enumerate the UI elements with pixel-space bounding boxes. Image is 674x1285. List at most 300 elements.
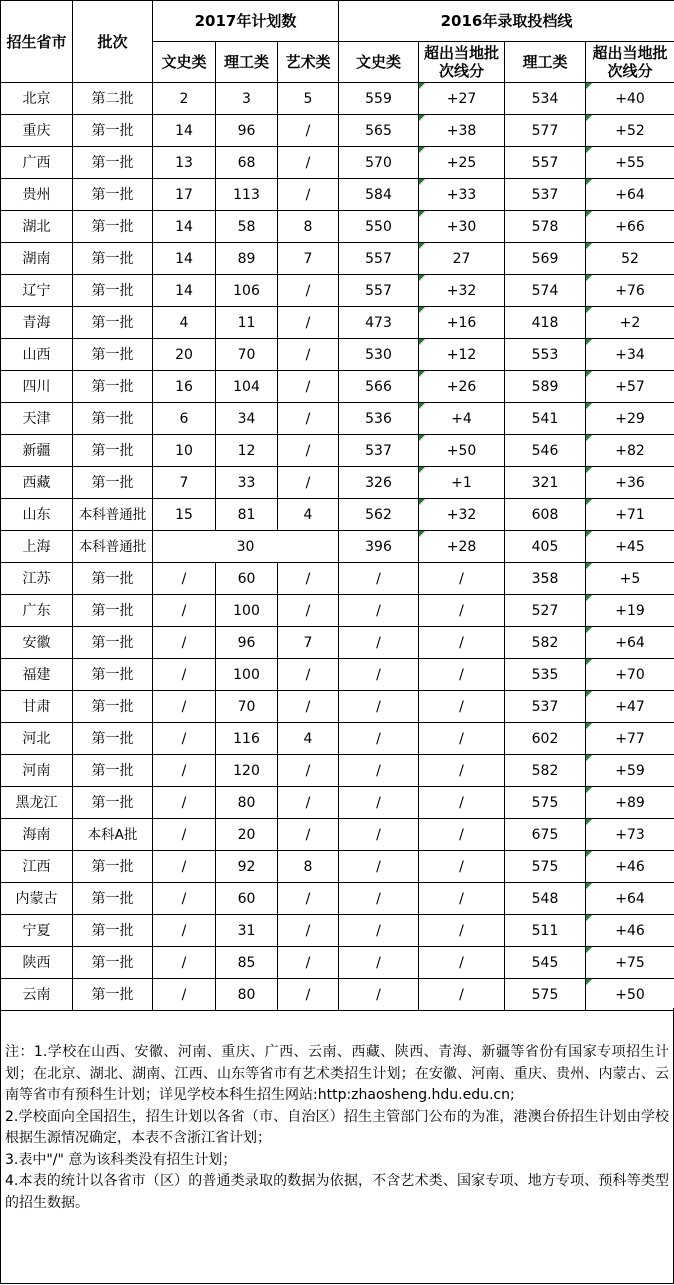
province-cell: 辽宁 [1, 275, 73, 307]
over-line-ligong-cell: +46 [586, 915, 674, 947]
batch-cell: 第一批 [73, 403, 153, 435]
plan-ligong-cell: 80 [216, 787, 278, 819]
plan-yishu-cell: 4 [278, 499, 339, 531]
over-line-wenshi-cell: / [419, 787, 505, 819]
score-ligong-cell: 582 [505, 627, 586, 659]
province-cell: 四川 [1, 371, 73, 403]
score-wenshi-cell: 584 [339, 179, 419, 211]
over-line-ligong-cell: +75 [586, 947, 674, 979]
province-cell: 山东 [1, 499, 73, 531]
plan-ligong-cell: 96 [216, 627, 278, 659]
table-row [1, 563, 674, 595]
over-line-ligong-cell: +34 [586, 339, 674, 371]
score-ligong-cell: 602 [505, 723, 586, 755]
footnotes [0, 1008, 674, 1284]
batch-cell: 第一批 [73, 787, 153, 819]
province-cell: 云南 [1, 979, 73, 1011]
score-wenshi-cell: 559 [339, 83, 419, 115]
score-wenshi-cell: / [339, 947, 419, 979]
province-cell: 河北 [1, 723, 73, 755]
score-wenshi-cell: 570 [339, 147, 419, 179]
table-row [1, 627, 674, 659]
plan-yishu-cell: / [278, 115, 339, 147]
plan-wenshi-cell: 14 [153, 243, 216, 275]
plan-yishu-cell: 4 [278, 723, 339, 755]
over-line-ligong-cell: +59 [586, 755, 674, 787]
plan-yishu-cell: / [278, 179, 339, 211]
over-line-ligong-cell: +36 [586, 467, 674, 499]
header-batch: 批次 [73, 1, 153, 83]
batch-cell: 第一批 [73, 435, 153, 467]
plan-ligong-cell: 20 [216, 819, 278, 851]
plan-yishu-cell: / [278, 659, 339, 691]
plan-yishu-cell: / [278, 307, 339, 339]
table-row [1, 595, 674, 627]
table-row [1, 211, 674, 243]
plan-wenshi-cell: 15 [153, 499, 216, 531]
plan-yishu-cell: 7 [278, 627, 339, 659]
table-row [1, 979, 674, 1011]
plan-yishu-cell: / [278, 435, 339, 467]
plan-ligong-cell: 70 [216, 339, 278, 371]
batch-cell: 第一批 [73, 467, 153, 499]
plan-wenshi-cell: / [153, 723, 216, 755]
province-cell: 山西 [1, 339, 73, 371]
province-cell: 福建 [1, 659, 73, 691]
table-row [1, 403, 674, 435]
score-ligong-cell: 589 [505, 371, 586, 403]
table-row [1, 435, 674, 467]
over-line-wenshi-cell: / [419, 851, 505, 883]
plan-wenshi-cell: 14 [153, 211, 216, 243]
over-line-ligong-cell: +73 [586, 819, 674, 851]
header-2016-scores: 2016年录取投档线 [339, 1, 674, 42]
plan-wenshi-cell: 14 [153, 115, 216, 147]
over-line-wenshi-cell: / [419, 915, 505, 947]
footnote-4: 4.本表的统计以各省市（区）的普通类录取的数据为依据，不含艺术类、国家专项、地方专项、预科等类型的招生数据。 [5, 1173, 669, 1211]
plan-wenshi-cell: / [153, 851, 216, 883]
batch-cell: 第一批 [73, 691, 153, 723]
score-ligong-cell: 575 [505, 851, 586, 883]
over-line-ligong-cell: +45 [586, 531, 674, 563]
batch-cell: 第一批 [73, 915, 153, 947]
over-line-wenshi-cell: / [419, 883, 505, 915]
score-ligong-cell: 535 [505, 659, 586, 691]
over-line-wenshi-cell: +33 [419, 179, 505, 211]
province-cell: 北京 [1, 83, 73, 115]
batch-cell: 本科A批 [73, 819, 153, 851]
province-cell: 广东 [1, 595, 73, 627]
header-ligong-2017: 理工类 [216, 42, 278, 83]
plan-yishu-cell: / [278, 403, 339, 435]
batch-cell: 本科普通批 [73, 531, 153, 563]
over-line-wenshi-cell: +30 [419, 211, 505, 243]
over-line-ligong-cell: +77 [586, 723, 674, 755]
table-row [1, 179, 674, 211]
over-line-ligong-cell: +89 [586, 787, 674, 819]
over-line-wenshi-cell: +38 [419, 115, 505, 147]
plan-wenshi-cell: 10 [153, 435, 216, 467]
over-line-ligong-cell: +47 [586, 691, 674, 723]
batch-cell: 第一批 [73, 339, 153, 371]
over-line-wenshi-cell: 27 [419, 243, 505, 275]
score-ligong-cell: 569 [505, 243, 586, 275]
score-ligong-cell: 537 [505, 691, 586, 723]
batch-cell: 第一批 [73, 755, 153, 787]
batch-cell: 第一批 [73, 371, 153, 403]
score-ligong-cell: 537 [505, 179, 586, 211]
footnote-1: 注：1.学校在山西、安徽、河南、重庆、广西、云南、西藏、陕西、青海、新疆等省份有国家专项招生计划；在北京、湖北、湖南、江西、山东等省市有艺术类招生计划；在安徽、河南、重庆、贵州、内蒙古、云南等省市有预科生计划；详见学校本科生招生网站:http:zhaosheng.hdu.edu.cn; [5, 1044, 669, 1103]
plan-wenshi-cell: / [153, 595, 216, 627]
plan-yishu-cell: / [278, 339, 339, 371]
province-cell: 新疆 [1, 435, 73, 467]
plan-yishu-cell: / [278, 755, 339, 787]
over-line-wenshi-cell: +12 [419, 339, 505, 371]
header-2017-plan: 2017年计划数 [153, 1, 339, 42]
plan-ligong-cell: 58 [216, 211, 278, 243]
batch-cell: 第一批 [73, 947, 153, 979]
plan-wenshi-cell: 16 [153, 371, 216, 403]
score-wenshi-cell: / [339, 627, 419, 659]
plan-yishu-cell: / [278, 947, 339, 979]
over-line-wenshi-cell: / [419, 659, 505, 691]
plan-wenshi-cell: / [153, 563, 216, 595]
table-row [1, 467, 674, 499]
plan-ligong-cell: 3 [216, 83, 278, 115]
province-cell: 江西 [1, 851, 73, 883]
plan-wenshi-cell: 14 [153, 275, 216, 307]
plan-yishu-cell: 8 [278, 211, 339, 243]
plan-ligong-cell: 68 [216, 147, 278, 179]
header-over-line-wenshi: 超出当地批次线分 [419, 42, 505, 83]
table-row [1, 755, 674, 787]
score-wenshi-cell: 530 [339, 339, 419, 371]
batch-cell: 第一批 [73, 243, 153, 275]
batch-cell: 第一批 [73, 595, 153, 627]
plan-wenshi-cell: 2 [153, 83, 216, 115]
table-row [1, 947, 674, 979]
plan-wenshi-cell: / [153, 947, 216, 979]
table-row [1, 371, 674, 403]
score-ligong-cell: 418 [505, 307, 586, 339]
plan-yishu-cell: / [278, 563, 339, 595]
over-line-wenshi-cell: / [419, 979, 505, 1011]
score-wenshi-cell: / [339, 851, 419, 883]
score-ligong-cell: 574 [505, 275, 586, 307]
over-line-wenshi-cell: / [419, 947, 505, 979]
over-line-wenshi-cell: / [419, 819, 505, 851]
score-wenshi-cell: / [339, 883, 419, 915]
score-ligong-cell: 534 [505, 83, 586, 115]
over-line-wenshi-cell: +32 [419, 499, 505, 531]
table-row [1, 83, 674, 115]
plan-wenshi-cell: / [153, 659, 216, 691]
score-wenshi-cell: / [339, 787, 419, 819]
over-line-wenshi-cell: +28 [419, 531, 505, 563]
batch-cell: 第一批 [73, 115, 153, 147]
header-over-line-ligong: 超出当地批次线分 [586, 42, 674, 83]
table-row [1, 531, 674, 563]
province-cell: 黑龙江 [1, 787, 73, 819]
score-ligong-cell: 675 [505, 819, 586, 851]
over-line-ligong-cell: +82 [586, 435, 674, 467]
batch-cell: 第二批 [73, 83, 153, 115]
plan-yishu-cell: / [278, 371, 339, 403]
province-cell: 江苏 [1, 563, 73, 595]
over-line-wenshi-cell: / [419, 755, 505, 787]
over-line-ligong-cell: +50 [586, 979, 674, 1011]
batch-cell: 第一批 [73, 851, 153, 883]
score-ligong-cell: 541 [505, 403, 586, 435]
batch-cell: 第一批 [73, 563, 153, 595]
over-line-wenshi-cell: +25 [419, 147, 505, 179]
score-ligong-cell: 608 [505, 499, 586, 531]
province-cell: 广西 [1, 147, 73, 179]
over-line-ligong-cell: 52 [586, 243, 674, 275]
over-line-wenshi-cell: +1 [419, 467, 505, 499]
score-wenshi-cell: 473 [339, 307, 419, 339]
province-cell: 内蒙古 [1, 883, 73, 915]
score-ligong-cell: 546 [505, 435, 586, 467]
province-cell: 甘肃 [1, 691, 73, 723]
table-row [1, 147, 674, 179]
table-row [1, 851, 674, 883]
over-line-ligong-cell: +2 [586, 307, 674, 339]
plan-ligong-cell: 100 [216, 659, 278, 691]
score-wenshi-cell: 326 [339, 467, 419, 499]
plan-ligong-cell: 31 [216, 915, 278, 947]
score-ligong-cell: 578 [505, 211, 586, 243]
plan-yishu-cell: / [278, 979, 339, 1011]
plan-wenshi-cell: / [153, 755, 216, 787]
over-line-ligong-cell: +64 [586, 179, 674, 211]
plan-wenshi-cell: 13 [153, 147, 216, 179]
plan-wenshi-cell: / [153, 787, 216, 819]
plan-yishu-cell: / [278, 787, 339, 819]
score-wenshi-cell: 557 [339, 243, 419, 275]
plan-yishu-cell: 5 [278, 83, 339, 115]
score-wenshi-cell: / [339, 691, 419, 723]
plan-ligong-cell: 80 [216, 979, 278, 1011]
plan-ligong-cell: 106 [216, 275, 278, 307]
plan-yishu-cell: / [278, 691, 339, 723]
plan-yishu-cell: / [278, 467, 339, 499]
over-line-wenshi-cell: +50 [419, 435, 505, 467]
score-wenshi-cell: / [339, 563, 419, 595]
table-row [1, 883, 674, 915]
batch-cell: 第一批 [73, 179, 153, 211]
table-row [1, 819, 674, 851]
plan-wenshi-cell: / [153, 691, 216, 723]
over-line-wenshi-cell: / [419, 563, 505, 595]
footnote-3: 3.表中"/" 意为该科类没有招生计划； [5, 1151, 237, 1168]
plan-wenshi-cell: / [153, 883, 216, 915]
province-cell: 重庆 [1, 115, 73, 147]
header-province: 招生省市 [1, 1, 73, 83]
plan-ligong-cell: 60 [216, 563, 278, 595]
score-wenshi-cell: / [339, 819, 419, 851]
plan-yishu-cell: / [278, 819, 339, 851]
over-line-wenshi-cell: +16 [419, 307, 505, 339]
province-cell: 青海 [1, 307, 73, 339]
plan-ligong-cell: 81 [216, 499, 278, 531]
score-ligong-cell: 511 [505, 915, 586, 947]
table-row [1, 115, 674, 147]
table-row [1, 307, 674, 339]
plan-yishu-cell: 7 [278, 243, 339, 275]
over-line-ligong-cell: +19 [586, 595, 674, 627]
score-wenshi-cell: 557 [339, 275, 419, 307]
province-cell: 海南 [1, 819, 73, 851]
score-ligong-cell: 575 [505, 979, 586, 1011]
score-wenshi-cell: 565 [339, 115, 419, 147]
score-wenshi-cell: / [339, 755, 419, 787]
plan-ligong-cell: 33 [216, 467, 278, 499]
province-cell: 贵州 [1, 179, 73, 211]
table-row [1, 659, 674, 691]
province-cell: 上海 [1, 531, 73, 563]
score-ligong-cell: 405 [505, 531, 586, 563]
over-line-ligong-cell: +5 [586, 563, 674, 595]
over-line-ligong-cell: +64 [586, 883, 674, 915]
over-line-wenshi-cell: / [419, 595, 505, 627]
over-line-wenshi-cell: +26 [419, 371, 505, 403]
plan-yishu-cell: / [278, 275, 339, 307]
over-line-wenshi-cell: +4 [419, 403, 505, 435]
score-ligong-cell: 582 [505, 755, 586, 787]
plan-yishu-cell: / [278, 915, 339, 947]
batch-cell: 第一批 [73, 979, 153, 1011]
plan-ligong-cell: 85 [216, 947, 278, 979]
header-wenshi-2016: 文史类 [339, 42, 419, 83]
header-ligong-2016: 理工类 [505, 42, 586, 83]
province-cell: 安徽 [1, 627, 73, 659]
score-ligong-cell: 557 [505, 147, 586, 179]
plan-ligong-cell: 70 [216, 691, 278, 723]
plan-wenshi-cell: 6 [153, 403, 216, 435]
plan-yishu-cell: 8 [278, 851, 339, 883]
over-line-wenshi-cell: / [419, 723, 505, 755]
score-wenshi-cell: / [339, 979, 419, 1011]
plan-ligong-cell: 34 [216, 403, 278, 435]
score-wenshi-cell: 396 [339, 531, 419, 563]
plan-ligong-cell: 113 [216, 179, 278, 211]
over-line-ligong-cell: +76 [586, 275, 674, 307]
score-ligong-cell: 527 [505, 595, 586, 627]
plan-ligong-cell: 11 [216, 307, 278, 339]
over-line-ligong-cell: +46 [586, 851, 674, 883]
score-wenshi-cell: 562 [339, 499, 419, 531]
plan-ligong-cell: 100 [216, 595, 278, 627]
plan-yishu-cell: / [278, 883, 339, 915]
score-wenshi-cell: 537 [339, 435, 419, 467]
batch-cell: 第一批 [73, 211, 153, 243]
over-line-wenshi-cell: +32 [419, 275, 505, 307]
over-line-ligong-cell: +57 [586, 371, 674, 403]
plan-wenshi-cell: / [153, 627, 216, 659]
batch-cell: 本科普通批 [73, 499, 153, 531]
over-line-ligong-cell: +52 [586, 115, 674, 147]
over-line-ligong-cell: +29 [586, 403, 674, 435]
score-ligong-cell: 548 [505, 883, 586, 915]
score-wenshi-cell: / [339, 723, 419, 755]
over-line-ligong-cell: +40 [586, 83, 674, 115]
table-row [1, 339, 674, 371]
plan-ligong-cell: 120 [216, 755, 278, 787]
over-line-ligong-cell: +55 [586, 147, 674, 179]
plan-wenshi-cell: 7 [153, 467, 216, 499]
score-wenshi-cell: 550 [339, 211, 419, 243]
plan-merged-cell: 30 [153, 531, 339, 563]
plan-ligong-cell: 12 [216, 435, 278, 467]
score-wenshi-cell: 566 [339, 371, 419, 403]
province-cell: 陕西 [1, 947, 73, 979]
header-yishu-2017: 艺术类 [278, 42, 339, 83]
score-ligong-cell: 575 [505, 787, 586, 819]
plan-wenshi-cell: / [153, 915, 216, 947]
plan-wenshi-cell: / [153, 819, 216, 851]
plan-wenshi-cell: 4 [153, 307, 216, 339]
score-wenshi-cell: 536 [339, 403, 419, 435]
score-ligong-cell: 553 [505, 339, 586, 371]
table-row [1, 243, 674, 275]
plan-ligong-cell: 104 [216, 371, 278, 403]
plan-yishu-cell: / [278, 595, 339, 627]
batch-cell: 第一批 [73, 275, 153, 307]
province-cell: 湖北 [1, 211, 73, 243]
plan-wenshi-cell: 20 [153, 339, 216, 371]
province-cell: 宁夏 [1, 915, 73, 947]
province-cell: 湖南 [1, 243, 73, 275]
plan-ligong-cell: 60 [216, 883, 278, 915]
over-line-ligong-cell: +70 [586, 659, 674, 691]
plan-ligong-cell: 89 [216, 243, 278, 275]
plan-yishu-cell: / [278, 147, 339, 179]
header-wenshi-2017: 文史类 [153, 42, 216, 83]
province-cell: 河南 [1, 755, 73, 787]
over-line-wenshi-cell: / [419, 691, 505, 723]
over-line-ligong-cell: +64 [586, 627, 674, 659]
batch-cell: 第一批 [73, 307, 153, 339]
table-row [1, 723, 674, 755]
province-cell: 天津 [1, 403, 73, 435]
batch-cell: 第一批 [73, 147, 153, 179]
score-wenshi-cell: / [339, 915, 419, 947]
table-row [1, 499, 674, 531]
province-cell: 西藏 [1, 467, 73, 499]
table-row [1, 691, 674, 723]
score-wenshi-cell: / [339, 659, 419, 691]
batch-cell: 第一批 [73, 883, 153, 915]
table-body [1, 83, 674, 1011]
plan-ligong-cell: 96 [216, 115, 278, 147]
batch-cell: 第一批 [73, 659, 153, 691]
plan-ligong-cell: 92 [216, 851, 278, 883]
over-line-wenshi-cell: / [419, 627, 505, 659]
score-ligong-cell: 545 [505, 947, 586, 979]
over-line-ligong-cell: +66 [586, 211, 674, 243]
table-row [1, 787, 674, 819]
table-row [1, 275, 674, 307]
score-wenshi-cell: / [339, 595, 419, 627]
plan-ligong-cell: 116 [216, 723, 278, 755]
batch-cell: 第一批 [73, 627, 153, 659]
plan-wenshi-cell: 17 [153, 179, 216, 211]
batch-cell: 第一批 [73, 723, 153, 755]
footnote-2: 2.学校面向全国招生，招生计划以各省（市、自治区）招生主管部门公布的为准，港澳台侨招生计划由学校根据生源情况确定，本表不含浙江省计划； [5, 1108, 669, 1146]
score-ligong-cell: 358 [505, 563, 586, 595]
over-line-wenshi-cell: +27 [419, 83, 505, 115]
